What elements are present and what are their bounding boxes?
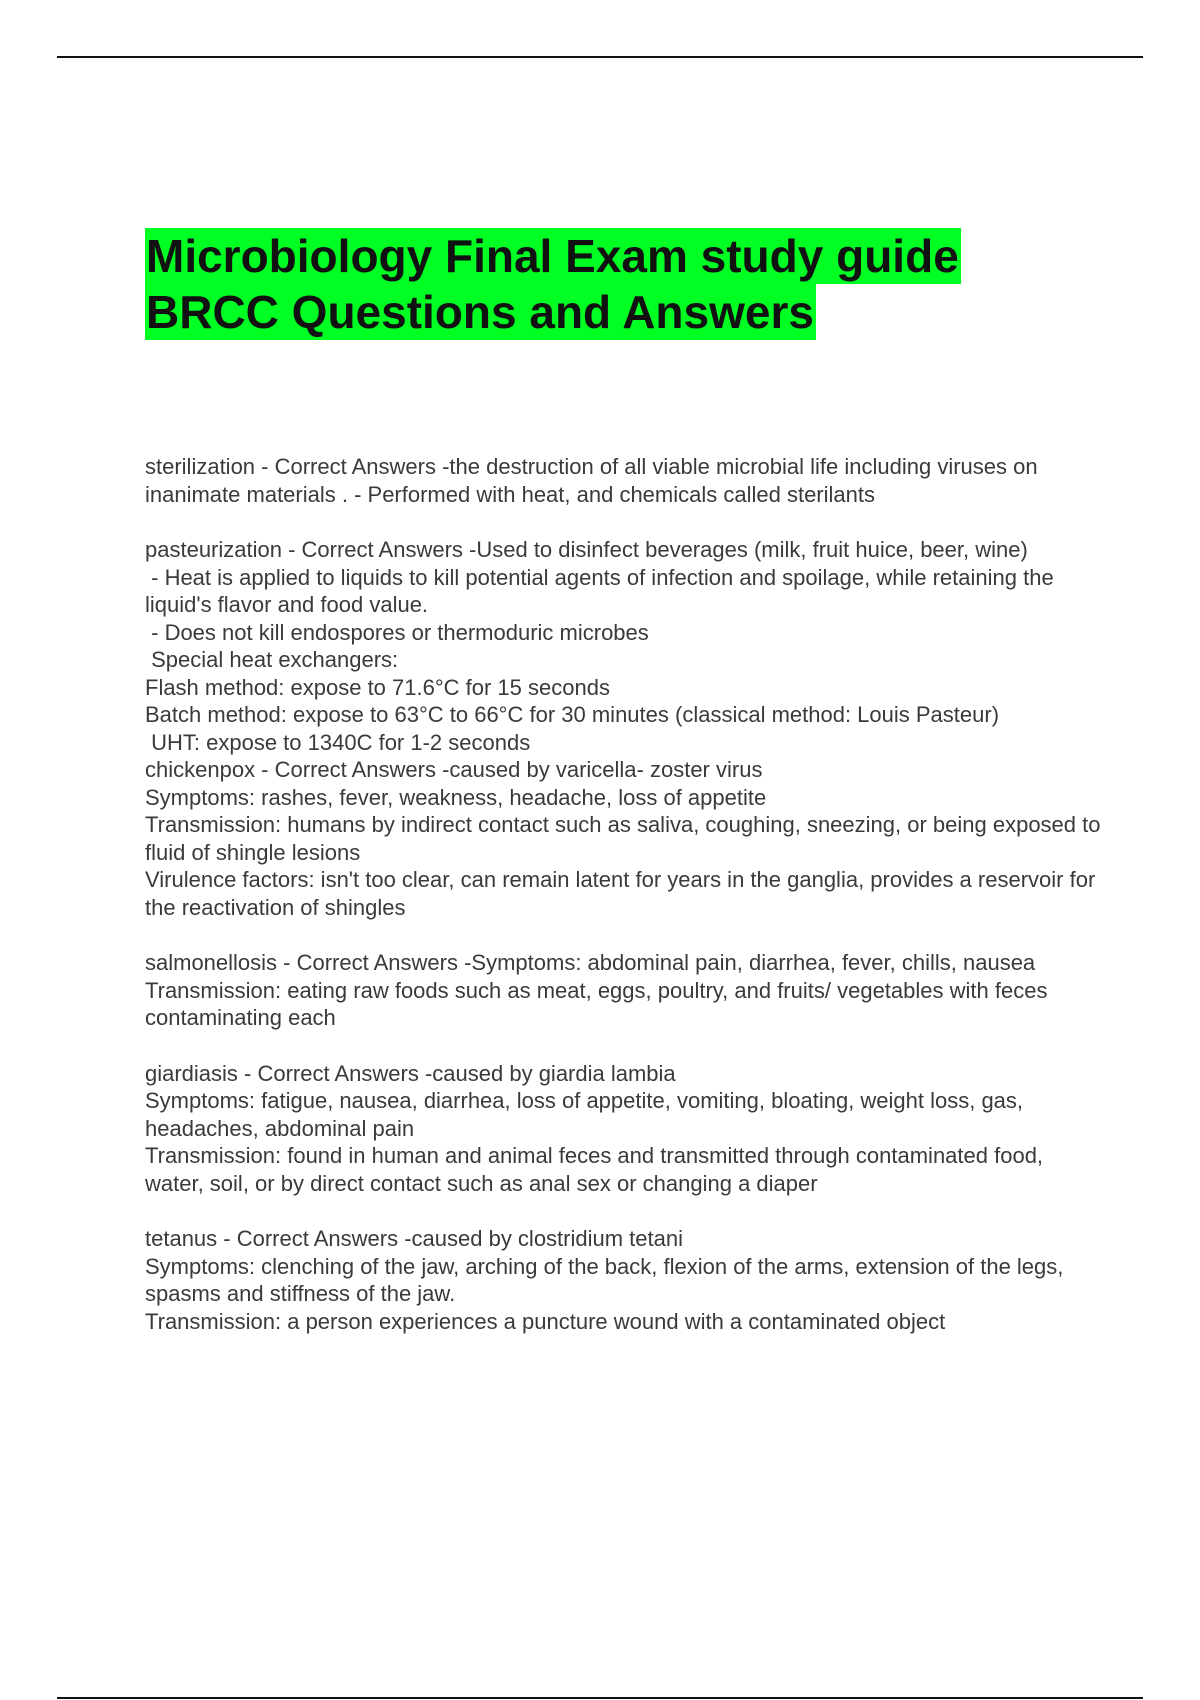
entry-line: Transmission: a person experiences a puncture wound with a contaminated object — [145, 1308, 946, 1334]
entry-line: Symptoms: clenching of the jaw, arching of the back, flexion of the arms, extension of the legs, spasms and stiffness of the jaw. — [145, 1253, 1070, 1306]
entry-chickenpox — [145, 756, 1105, 921]
entry-line: Virulence factors: isn't too clear, can remain latent for years in the ganglia, provides a reservoir for the reactivation of shingles — [145, 867, 1102, 920]
entry-line: Batch method: expose to 63°C to 66°C for 30 minutes (classical method: Louis Pasteur) — [145, 702, 1000, 727]
top-rule — [57, 56, 1143, 58]
entry-line: Symptoms: fatigue, nausea, diarrhea, loss of appetite, vomiting, bloating, weight loss, gas, headaches, abdominal pain — [145, 1088, 1030, 1141]
entry-line: sterilization - Correct Answers -the destruction of all viable microbial life including viruses on inanimate materials . - Performed with heat, and chemicals called sterilants — [145, 454, 1044, 507]
title-line-1: Microbiology Final Exam study guide — [146, 230, 959, 282]
entry-line: giardiasis - Correct Answers -caused by giardia lambia — [145, 1060, 676, 1086]
document-title — [145, 228, 1105, 340]
entry-line: - Heat is applied to liquids to kill potential agents of infection and spoilage, while retaining the liquid's flavor and food value. — [145, 564, 1060, 617]
document-body — [145, 453, 1105, 1363]
entry-line: Transmission: found in human and animal feces and transmitted through contaminated food, water, soil, or by direct contact such as anal sex or changing a diaper — [145, 1143, 1050, 1196]
entry-line: Symptoms: rashes, fever, weakness, headache, loss of appetite — [145, 784, 767, 810]
entry-sterilization — [145, 453, 1105, 508]
entry-line: Flash method: expose to 71.6°C for 15 seconds — [145, 674, 610, 700]
title-line-2: BRCC Questions and Answers — [146, 286, 814, 338]
entry-line: UHT: expose to 1340C for 1-2 seconds — [145, 729, 531, 755]
entry-line: chickenpox - Correct Answers -caused by varicella- zoster virus — [145, 757, 763, 782]
entry-line: Special heat exchangers: — [145, 647, 399, 672]
entry-line: Transmission: eating raw foods such as meat, eggs, poultry, and fruits/ vegetables with feces contaminating each — [145, 977, 1054, 1030]
entry-tetanus — [145, 1225, 1105, 1335]
entry-line: tetanus - Correct Answers -caused by clostridium tetani — [145, 1226, 684, 1251]
entry-line: - Does not kill endospores or thermoduric microbes — [145, 619, 649, 645]
entry-line: pasteurization - Correct Answers -Used to disinfect beverages (milk, fruit huice, beer, wine) — [145, 537, 1028, 562]
entry-pasteurization — [145, 536, 1105, 756]
entry-salmonellosis — [145, 949, 1105, 1032]
entry-line: salmonellosis - Correct Answers -Symptoms: abdominal pain, diarrhea, fever, chills, nausea — [145, 950, 1036, 975]
bottom-rule — [57, 1697, 1143, 1699]
entry-giardiasis — [145, 1060, 1105, 1198]
entry-line: Transmission: humans by indirect contact such as saliva, coughing, sneezing, or being exposed to fluid of shingle lesions — [145, 812, 1107, 865]
